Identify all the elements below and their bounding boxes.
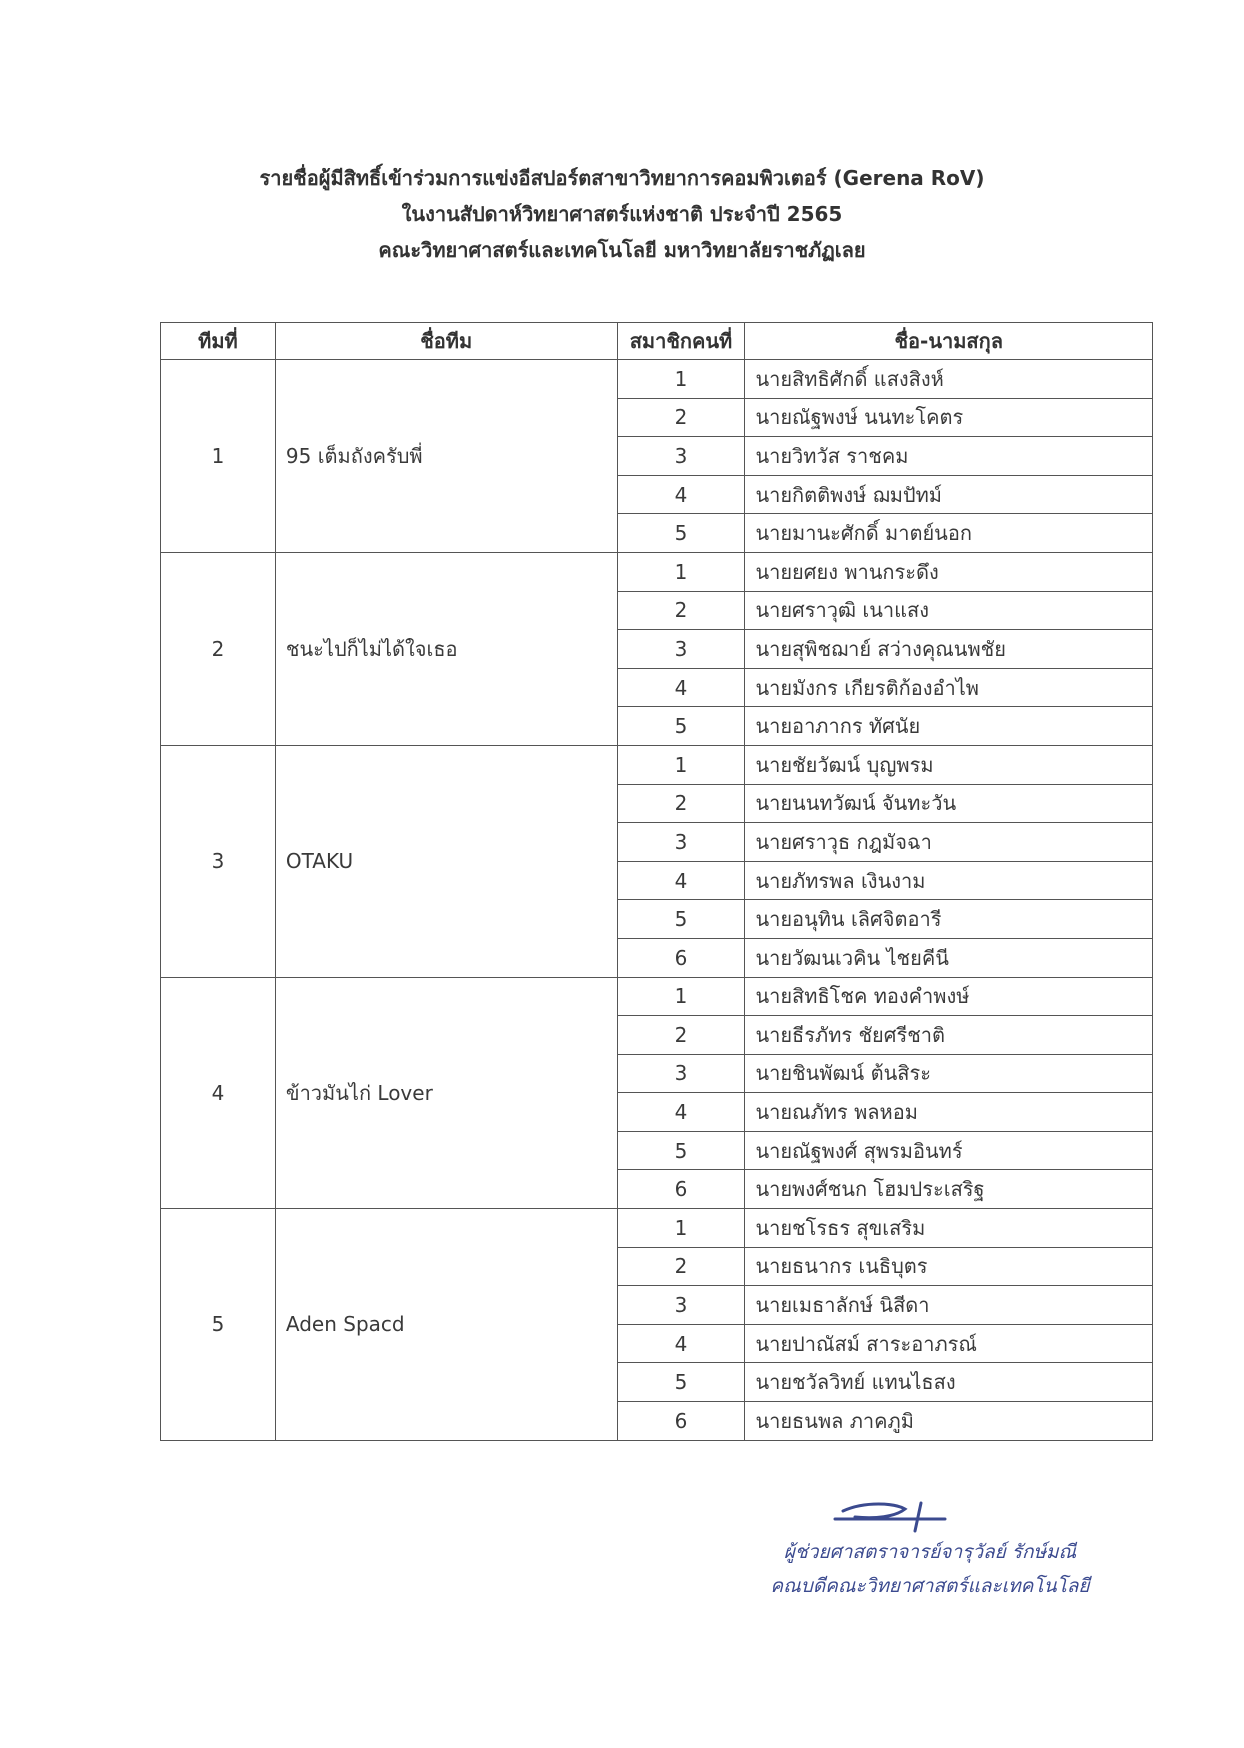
member-name: นายสิทธิโชค ทองคำพงษ์ — [745, 977, 1153, 1016]
table-row — [161, 1209, 1153, 1248]
member-number: 3 — [617, 437, 745, 476]
member-name: นายศราวุธ กฎมัจฉา — [745, 823, 1153, 862]
member-number: 2 — [617, 1016, 745, 1055]
table-row — [161, 745, 1153, 784]
team-name: Aden Spacd — [275, 1209, 617, 1441]
member-name: นายณัฐพงศ์ สุพรมอินทร์ — [745, 1131, 1153, 1170]
title-line-1: รายชื่อผู้มีสิทธิ์เข้าร่วมการแข่งอีสปอร์ตสาขาวิทยาการคอมพิวเตอร์ (Gerena RoV) — [259, 166, 985, 190]
table-row — [161, 360, 1153, 399]
member-number: 5 — [617, 707, 745, 746]
header-team-no: ทีมที่ — [161, 323, 276, 360]
team-number: 1 — [161, 360, 276, 553]
header-team-name: ชื่อทีม — [275, 323, 617, 360]
table-row — [161, 977, 1153, 1016]
member-number: 3 — [617, 1286, 745, 1325]
member-number: 3 — [617, 630, 745, 669]
table-row — [161, 552, 1153, 591]
signature-block — [740, 1495, 1120, 1603]
member-number: 1 — [617, 1209, 745, 1248]
member-number: 2 — [617, 398, 745, 437]
member-name: นายธนพล ภาคภูมิ — [745, 1402, 1153, 1441]
member-name: นายยศยง พานกระดึง — [745, 552, 1153, 591]
member-name: นายสุพิชฌาย์ สว่างคุณนพชัย — [745, 630, 1153, 669]
member-number: 4 — [617, 861, 745, 900]
member-name: นายอาภากร ทัศนัย — [745, 707, 1153, 746]
member-name: นายสิทธิศักดิ์ แสงสิงห์ — [745, 360, 1153, 399]
team-number: 3 — [161, 745, 276, 977]
signatory-name: ผู้ช่วยศาสตราจารย์จารุวัลย์ รักษ์มณี — [783, 1541, 1077, 1563]
title-line-2: ในงานสัปดาห์วิทยาศาสตร์แห่งชาติ ประจำปี 2565 — [401, 202, 843, 226]
member-number: 1 — [617, 977, 745, 1016]
document-header — [0, 160, 1244, 268]
member-number: 2 — [617, 591, 745, 630]
member-name: นายปาณัสม์ สาระอาภรณ์ — [745, 1324, 1153, 1363]
table-body — [161, 360, 1153, 1441]
member-number: 4 — [617, 668, 745, 707]
signatory-position: คณบดีคณะวิทยาศาสตร์และเทคโนโลยี — [770, 1575, 1090, 1597]
team-name: ข้าวมันไก่ Lover — [275, 977, 617, 1209]
member-name: นายณภัทร พลหอม — [745, 1093, 1153, 1132]
member-number: 6 — [617, 1170, 745, 1209]
header-member-no: สมาชิกคนที่ — [617, 323, 745, 360]
member-name: นายภัทรพล เงินงาม — [745, 861, 1153, 900]
member-number: 3 — [617, 1054, 745, 1093]
member-number: 5 — [617, 1131, 745, 1170]
team-name: ชนะไปก็ไม่ได้ใจเธอ — [275, 552, 617, 745]
member-name: นายเมธาลักษ์ นิสีดา — [745, 1286, 1153, 1325]
member-number: 6 — [617, 938, 745, 977]
member-name: นายธีรภัทร ชัยศรีชาติ — [745, 1016, 1153, 1055]
member-number: 5 — [617, 514, 745, 553]
team-number: 5 — [161, 1209, 276, 1441]
team-name: OTAKU — [275, 745, 617, 977]
member-number: 1 — [617, 745, 745, 784]
member-name: นายณัฐพงษ์ นนทะโคตร — [745, 398, 1153, 437]
member-name: นายชโรธร สุขเสริม — [745, 1209, 1153, 1248]
member-number: 4 — [617, 1324, 745, 1363]
member-number: 1 — [617, 360, 745, 399]
team-number: 4 — [161, 977, 276, 1209]
member-name: นายอนุทิน เลิศจิตอารี — [745, 900, 1153, 939]
member-name: นายมังกร เกียรติก้องอำไพ — [745, 668, 1153, 707]
team-name: 95 เต็มถังครับพี่ — [275, 360, 617, 553]
member-name: นายศราวุฒิ เนาแสง — [745, 591, 1153, 630]
member-name: นายกิตติพงษ์ ฌมปัทม์ — [745, 475, 1153, 514]
title-line-3: คณะวิทยาศาสตร์และเทคโนโลยี มหาวิทยาลัยราชภัฏเลย — [378, 238, 866, 262]
table-header-row — [161, 323, 1153, 360]
member-number: 6 — [617, 1402, 745, 1441]
member-number: 5 — [617, 900, 745, 939]
member-number: 1 — [617, 552, 745, 591]
member-number: 2 — [617, 1247, 745, 1286]
member-number: 4 — [617, 475, 745, 514]
member-name: นายพงศ์ชนก โฮมประเสริฐ — [745, 1170, 1153, 1209]
handwritten-signature — [825, 1495, 955, 1535]
member-number: 4 — [617, 1093, 745, 1132]
team-number: 2 — [161, 552, 276, 745]
member-name: นายวิทวัส ราชคม — [745, 437, 1153, 476]
member-number: 5 — [617, 1363, 745, 1402]
member-number: 3 — [617, 823, 745, 862]
member-number: 2 — [617, 784, 745, 823]
member-name: นายวัฒนเวคิน ไชยคีนี — [745, 938, 1153, 977]
member-name: นายชวัลวิทย์ แทนไธสง — [745, 1363, 1153, 1402]
member-name: นายธนากร เนธิบุตร — [745, 1247, 1153, 1286]
member-name: นายชัยวัฒน์ บุญพรม — [745, 745, 1153, 784]
member-name: นายมานะศักดิ์ มาตย์นอก — [745, 514, 1153, 553]
member-name: นายนนทวัฒน์ จันทะวัน — [745, 784, 1153, 823]
header-full-name: ชื่อ-นามสกุล — [745, 323, 1153, 360]
member-name: นายชินพัฒน์ ต้นสิระ — [745, 1054, 1153, 1093]
participant-table — [160, 322, 1153, 1441]
